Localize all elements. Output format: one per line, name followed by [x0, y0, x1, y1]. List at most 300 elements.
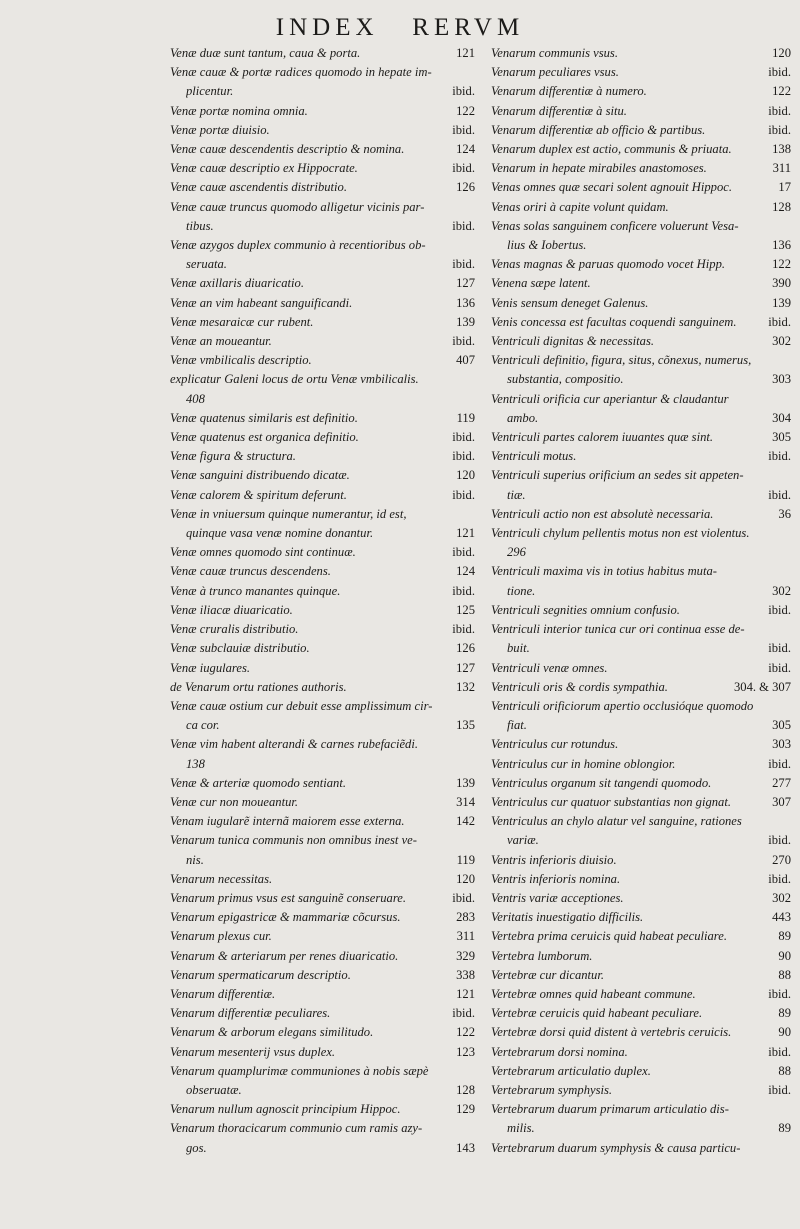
index-entry-page: ibid. — [768, 65, 791, 80]
index-entry — [170, 159, 475, 178]
index-entry-text: Ventriculi chylum pellentis motus non est violentus. — [491, 526, 750, 541]
index-entry — [170, 505, 475, 524]
index-entry — [170, 620, 475, 639]
index-entry — [170, 601, 475, 620]
index-entry-text: Venæ cauæ truncus quomodo alligetur vicinis par- — [170, 199, 425, 214]
index-entry — [491, 659, 791, 678]
index-entry-page: 136 — [456, 295, 475, 310]
index-entry-page: ibid. — [452, 257, 475, 272]
index-entry-page: ibid. — [768, 871, 791, 886]
index-entry — [491, 44, 791, 63]
index-entry — [170, 793, 475, 812]
index-entry-page: 126 — [456, 641, 475, 656]
index-entry — [170, 889, 475, 908]
index-entry-text: Venarum spermaticarum descriptio. — [170, 967, 351, 982]
index-entry — [170, 697, 475, 716]
index-entry-text: Venarum thoracicarum communio cum ramis azy- — [170, 1121, 423, 1136]
index-entry-page: 304 — [772, 410, 791, 425]
index-entry — [170, 562, 475, 581]
index-entry-page: 302 — [772, 583, 791, 598]
index-entry-page: 303 — [772, 737, 791, 752]
index-entry-page: ibid. — [452, 622, 475, 637]
index-entry-text: Ventriculi orificia cur aperiantur & claudantur — [491, 391, 729, 406]
index-entry — [170, 831, 475, 850]
index-entry-text: Vertebræ ceruicis quid habeant peculiare. — [491, 1006, 703, 1021]
index-entry-text: Ventriculus cur rotundus. — [491, 737, 619, 752]
index-entry-text: Ventriculus cur in homine oblongior. — [491, 756, 676, 771]
index-entry-page: 136 — [772, 238, 791, 253]
index-entry-text: Venas magnas & paruas quomodo vocet Hipp. — [491, 257, 726, 272]
index-entry — [170, 1043, 475, 1062]
index-entry-page: 305 — [772, 718, 791, 733]
index-entry-page: 138 — [772, 142, 791, 157]
index-entry-text: Venarum peculiares vsus. — [491, 65, 619, 80]
index-entry-text: de Venarum ortu rationes authoris. — [170, 679, 347, 694]
index-entry — [491, 447, 791, 466]
index-entry-text: Venarum mesenterij vsus duplex. — [170, 1044, 336, 1059]
index-entry-page: 311 — [456, 929, 475, 944]
index-entry-page: 142 — [456, 814, 475, 829]
index-entry-page: 128 — [772, 199, 791, 214]
index-entry-text: Venæ cauæ ascendentis distributio. — [170, 180, 348, 195]
index-entry — [170, 274, 475, 293]
index-entry-page: ibid. — [768, 122, 791, 137]
index-entry — [491, 678, 791, 697]
index-entry — [170, 1139, 475, 1158]
index-entry — [491, 428, 791, 447]
index-entry-page: 124 — [456, 564, 475, 579]
index-entry-page: 88 — [778, 967, 791, 982]
index-entry — [170, 755, 475, 774]
index-entry — [170, 851, 475, 870]
index-entry-page: ibid. — [768, 1044, 791, 1059]
index-entry-text: Venæ iliacæ diuaricatio. — [170, 602, 293, 617]
index-entry-text: nis. — [186, 852, 204, 867]
index-entry-text: Vertebræ cur dicantur. — [491, 967, 604, 982]
index-entry-text: Venarum tunica communis non omnibus inest ve- — [170, 833, 417, 848]
index-entry — [170, 524, 475, 543]
index-entry — [170, 236, 475, 255]
index-entry-text: Vertebræ dorsi quid distent à vertebris ceruicis. — [491, 1025, 732, 1040]
index-entry-text: Vertebræ omnes quid habeant commune. — [491, 986, 696, 1001]
index-entry-text: Venæ cauæ & portæ radices quomodo in hepate im- — [170, 65, 432, 80]
index-entry-page: ibid. — [452, 487, 475, 502]
index-entry-text: Ventris inferioris nomina. — [491, 871, 621, 886]
index-entry-page: 329 — [456, 948, 475, 963]
index-entry — [170, 1023, 475, 1042]
index-entry-text: Venæ figura & structura. — [170, 449, 296, 464]
index-entry-text: lius & Iobertus. — [507, 238, 587, 253]
index-entry — [491, 831, 791, 850]
index-entry-text: Venarum quamplurimæ communiones à nobis sæpè — [170, 1063, 429, 1078]
index-entry — [491, 851, 791, 870]
index-entry-text: Venarum & arteriarum per renes diuaricatio. — [170, 948, 399, 963]
index-entry-text: Venæ omnes quomodo sint continuæ. — [170, 545, 356, 560]
index-entry-text: Venarum in hepate mirabiles anastomoses. — [491, 161, 707, 176]
index-entry-page: ibid. — [768, 986, 791, 1001]
index-entry — [491, 409, 791, 428]
index-entry-page: ibid. — [452, 218, 475, 233]
index-entry — [170, 102, 475, 121]
index-entry — [491, 927, 791, 946]
index-entry-text: Venæ cauæ truncus descendens. — [170, 564, 331, 579]
index-entry-text: Ventriculi maxima vis in totius habitus muta- — [491, 564, 717, 579]
index-entry-page: 120 — [456, 468, 475, 483]
index-entry — [170, 1100, 475, 1119]
index-entry — [491, 294, 791, 313]
index-entry-page: ibid. — [452, 334, 475, 349]
index-entry-page: 390 — [772, 276, 791, 291]
index-entry-page: 89 — [778, 1121, 791, 1136]
index-entry-text: Venarum nullum agnoscit principium Hippoc. — [170, 1102, 401, 1117]
page-header — [0, 14, 800, 44]
index-entry-text: Venarum duplex est actio, communis & priuata. — [491, 142, 732, 157]
index-entry — [491, 370, 791, 389]
index-entry — [170, 121, 475, 140]
index-entry-text: Vertebrarum duarum symphysis & causa particu- — [491, 1140, 741, 1155]
index-entry-text: Venarum & arborum elegans similitudo. — [170, 1025, 374, 1040]
index-entry-text: Ventriculus organum sit tangendi quomodo. — [491, 775, 712, 790]
index-entry — [170, 390, 475, 409]
index-entry — [491, 1004, 791, 1023]
index-entry — [491, 390, 791, 409]
index-entry-text: Venæ & arteriæ quomodo sentiant. — [170, 775, 346, 790]
index-entry-text: Venæ cur non moueantur. — [170, 794, 299, 809]
index-entry-page: 122 — [456, 103, 475, 118]
index-entry-text: Venarum epigastricæ & mammariæ cõcursus. — [170, 910, 401, 925]
index-entry-text: Ventriculi orificiorum apertio occlusióque quomodo — [491, 698, 754, 713]
index-entry — [170, 735, 475, 754]
index-entry-page: 129 — [456, 1102, 475, 1117]
index-entry-text: Veritatis inuestigatio difficilis. — [491, 910, 644, 925]
index-entry-page: ibid. — [452, 1006, 475, 1021]
index-entry-page: 283 — [456, 910, 475, 925]
index-entry — [170, 927, 475, 946]
index-entry — [491, 1100, 791, 1119]
index-entry — [491, 1043, 791, 1062]
index-entry-text: Venarum differentiæ à numero. — [491, 84, 647, 99]
index-entry — [170, 332, 475, 351]
index-entry-text: Venarum differentiæ à situ. — [491, 103, 627, 118]
index-entry-page: 338 — [456, 967, 475, 982]
index-entry-page: 302 — [772, 890, 791, 905]
index-entry — [170, 44, 475, 63]
index-entry — [170, 140, 475, 159]
index-entry-text: Ventriculi dignitas & necessitas. — [491, 334, 655, 349]
index-entry — [170, 1004, 475, 1023]
index-entry-text: milis. — [507, 1121, 535, 1136]
index-entry-text: variæ. — [507, 833, 539, 848]
index-entry-text: Ventriculi segnities omnium confusio. — [491, 602, 680, 617]
index-entry-page: 126 — [456, 180, 475, 195]
index-entry — [491, 1023, 791, 1042]
index-entry — [491, 505, 791, 524]
index-entry-text: Vertebrarum dorsi nomina. — [491, 1044, 628, 1059]
index-entry — [170, 870, 475, 889]
index-entry-text: Venarum primus vsus est sanguinẽ conseruare. — [170, 890, 406, 905]
index-entry-text: Vertebrarum duarum primarum articulatio dis- — [491, 1102, 729, 1117]
index-entry-page: 270 — [772, 852, 791, 867]
index-entry-page: 127 — [456, 276, 475, 291]
index-entry-text: Vertebra prima ceruicis quid habeat peculiare. — [491, 929, 727, 944]
index-entry-page: 121 — [456, 986, 475, 1001]
index-entry-text: tione. — [507, 583, 536, 598]
index-entry-page: 121 — [456, 46, 475, 60]
index-entry-text: Venarum necessitas. — [170, 871, 273, 886]
index-entry — [491, 870, 791, 889]
index-entry-page: ibid. — [452, 449, 475, 464]
index-entry-text: Venæ an vim habeant sanguificandi. — [170, 295, 353, 310]
index-entry-page: 135 — [456, 718, 475, 733]
index-entry-text: Ventriculi superius orificium an sedes sit appeten- — [491, 468, 744, 483]
index-entry-page: 139 — [456, 314, 475, 329]
index-entry-page: 121 — [456, 526, 475, 541]
index-entry — [170, 985, 475, 1004]
index-entry-page: 124 — [456, 142, 475, 157]
index-entry — [170, 428, 475, 447]
index-entry-text: Ventriculi motus. — [491, 449, 577, 464]
index-entry — [491, 140, 791, 159]
index-entry — [491, 889, 791, 908]
index-entry-text: Venæ cruralis distributio. — [170, 622, 299, 637]
index-entry-page: 277 — [772, 775, 791, 790]
index-entry-page: 307 — [772, 794, 791, 809]
index-entry-text: Ventris variæ acceptiones. — [491, 890, 624, 905]
index-entry — [491, 217, 791, 236]
index-entry-page: ibid. — [768, 756, 791, 771]
index-entry — [491, 524, 791, 543]
index-entry-page: ibid. — [452, 161, 475, 176]
index-entry — [491, 716, 791, 735]
index-entry-text: Venarum plexus cur. — [170, 929, 272, 944]
index-entry — [170, 582, 475, 601]
index-entry-text: Ventriculus an chylo alatur vel sanguine, rationes — [491, 814, 742, 829]
index-entry-text: Ventris inferioris diuisio. — [491, 852, 617, 867]
index-entry — [170, 63, 475, 82]
index-entry-text: Venæ sanguini distribuendo dicatæ. — [170, 468, 350, 483]
index-entry-page: ibid. — [768, 314, 791, 329]
index-entry — [491, 601, 791, 620]
index-entry-text: Ventriculi partes calorem iuuantes quæ sint. — [491, 430, 714, 445]
index-entry — [491, 908, 791, 927]
index-entry-text: Venæ vim habent alterandi & carnes rubefaciẽdi. — [170, 737, 418, 752]
index-entry-text: substantia, compositio. — [507, 372, 624, 387]
index-entry-text: Venena sæpe latent. — [491, 276, 591, 291]
index-entry — [170, 947, 475, 966]
index-entry-text: Venæ portæ nomina omnia. — [170, 103, 308, 118]
index-entry — [491, 486, 791, 505]
index-entry — [491, 121, 791, 140]
index-entry-text: 296 — [507, 545, 526, 560]
index-entry-text: Ventriculi oris & cordis sympathia. — [491, 679, 668, 694]
index-entry-page: ibid. — [452, 583, 475, 598]
index-entry — [170, 447, 475, 466]
index-entry-page: 302 — [772, 334, 791, 349]
index-entry-text: gos. — [186, 1140, 207, 1155]
index-entry — [491, 236, 791, 255]
index-entry-text: Vertebrarum symphysis. — [491, 1082, 613, 1097]
index-entry-text: Vertebra lumborum. — [491, 948, 593, 963]
index-entry-page: 305 — [772, 430, 791, 445]
index-entry-text: Ventriculi venæ omnes. — [491, 660, 608, 675]
index-entry-text: Venarum differentiæ. — [170, 986, 276, 1001]
index-entry-page: ibid. — [452, 890, 475, 905]
index-entry — [491, 466, 791, 485]
index-entry-page: 123 — [456, 1044, 475, 1059]
index-entry — [170, 198, 475, 217]
index-entry-page: 120 — [456, 871, 475, 886]
index-entry-page: 89 — [778, 929, 791, 944]
index-entry — [491, 178, 791, 197]
index-entry — [170, 178, 475, 197]
index-entry-text: Ventriculi definitio, figura, situs, cõnexus, numerus, — [491, 353, 752, 368]
index-entry-page: ibid. — [768, 641, 791, 656]
index-entry-text: Venarum differentiæ ab officio & partibus. — [491, 122, 706, 137]
index-entry — [170, 678, 475, 697]
index-entry-page: ibid. — [768, 1082, 791, 1097]
index-entry-text: Venas solas sanguinem conficere voluerunt Vesa- — [491, 218, 739, 233]
index-entry-page: 132 — [456, 679, 475, 694]
index-entry — [491, 735, 791, 754]
index-entry — [491, 198, 791, 217]
index-entry-text: explicatur Galeni locus de ortu Venæ vmbilicalis. — [170, 372, 419, 387]
index-entry — [491, 313, 791, 332]
index-entry-page: 128 — [456, 1082, 475, 1097]
index-entry-text: Venis sensum deneget Galenus. — [491, 295, 649, 310]
index-entry-text: Venæ vmbilicalis descriptio. — [170, 353, 312, 368]
index-entry-page: 303 — [772, 372, 791, 387]
index-entry-page: 127 — [456, 660, 475, 675]
index-entry-page: 443 — [772, 910, 791, 925]
index-entry — [170, 466, 475, 485]
index-entry-page: ibid. — [768, 833, 791, 848]
index-entry-text: Venæ axillaris diuaricatio. — [170, 276, 304, 291]
index-entry — [491, 639, 791, 658]
index-entry-text: buit. — [507, 641, 530, 656]
index-entry-page: ibid. — [768, 103, 791, 118]
index-entry-text: tibus. — [186, 218, 214, 233]
index-entry-text: Venæ an moueantur. — [170, 334, 272, 349]
index-entry-page: 139 — [772, 295, 791, 310]
index-entry-page: 90 — [778, 948, 791, 963]
index-entry-text: Venæ in vniuersum quinque numerantur, id est, — [170, 506, 407, 521]
index-entry-page: 120 — [772, 46, 791, 60]
index-entry-text: quinque vasa venæ nomine donantur. — [186, 526, 374, 541]
index-entry-text: Venæ quatenus est organica definitio. — [170, 430, 359, 445]
index-entry-page: ibid. — [452, 84, 475, 99]
index-entry-text: Venæ calorem & spiritum deferunt. — [170, 487, 347, 502]
index-entry — [491, 332, 791, 351]
index-entry-text: Venas omnes quæ secari solent agnouit Hippoc. — [491, 180, 733, 195]
index-entry-page: 122 — [772, 257, 791, 272]
index-entry-page: ibid. — [452, 430, 475, 445]
right-index-column — [491, 44, 791, 1158]
index-entry-page: 119 — [456, 410, 475, 425]
index-entry-text: tiæ. — [507, 487, 526, 502]
index-entry — [170, 774, 475, 793]
index-entry — [170, 966, 475, 985]
index-entry — [491, 620, 791, 639]
index-entry-text: Venæ iugulares. — [170, 660, 250, 675]
index-entry-page: 90 — [778, 1025, 791, 1040]
index-entry — [491, 351, 791, 370]
index-entry-page: 36 — [778, 506, 791, 521]
index-entry — [170, 659, 475, 678]
index-entry — [170, 82, 475, 101]
index-entry-text: obseruatæ. — [186, 1082, 242, 1097]
index-entry-text: Venæ duæ sunt tantum, caua & porta. — [170, 46, 361, 60]
index-entry-text: Ventriculus cur quatuor substantias non gignat. — [491, 794, 731, 809]
index-entry — [491, 1062, 791, 1081]
index-entry — [170, 370, 475, 389]
index-entry — [170, 1119, 475, 1138]
index-entry-page: 122 — [772, 84, 791, 99]
index-entry — [170, 1062, 475, 1081]
index-entry-page: ibid. — [768, 487, 791, 502]
index-entry-page: 314 — [456, 794, 475, 809]
index-entry-text: Venæ quatenus similaris est definitio. — [170, 410, 358, 425]
index-entry-page: ibid. — [768, 660, 791, 675]
header-title-right: RERVM — [412, 14, 525, 41]
index-entry-text: Venæ subclauiæ distributio. — [170, 641, 310, 656]
index-entry — [491, 697, 791, 716]
index-entry — [491, 1139, 791, 1158]
index-entry — [491, 63, 791, 82]
index-entry-page: 119 — [456, 852, 475, 867]
index-entry-page: 143 — [456, 1140, 475, 1155]
index-entry — [491, 1081, 791, 1100]
index-entry-page: 88 — [778, 1063, 791, 1078]
index-entry-text: Venæ cauæ descendentis descriptio & nomina. — [170, 142, 405, 157]
index-entry-text: Venæ portæ diuisio. — [170, 122, 270, 137]
index-entry — [491, 793, 791, 812]
index-entry — [491, 985, 791, 1004]
index-entry-text: Venæ cauæ ostium cur debuit esse amplissimum cir- — [170, 698, 433, 713]
index-entry-page: 89 — [778, 1006, 791, 1021]
index-entry — [170, 409, 475, 428]
index-entry-text: seruata. — [186, 257, 227, 272]
left-index-column — [170, 44, 475, 1158]
index-entry — [491, 102, 791, 121]
index-entry — [491, 582, 791, 601]
index-entry — [170, 294, 475, 313]
index-entry — [170, 217, 475, 236]
index-entry — [491, 159, 791, 178]
index-entry — [491, 966, 791, 985]
index-entry — [491, 755, 791, 774]
index-entry — [170, 351, 475, 370]
index-entry-text: Venarum communis vsus. — [491, 46, 618, 60]
index-entry-text: plicentur. — [186, 84, 234, 99]
index-entry — [491, 812, 791, 831]
index-entry-text: Venas oriri à capite volunt quidam. — [491, 199, 669, 214]
index-entry-text: Ventriculi interior tunica cur ori continua esse de- — [491, 622, 745, 637]
index-entry — [491, 274, 791, 293]
index-entry-page: ibid. — [768, 602, 791, 617]
index-entry-text: Venæ azygos duplex communio à recentioribus ob- — [170, 238, 426, 253]
index-entry-text: ambo. — [507, 410, 539, 425]
index-entry-page: ibid. — [452, 122, 475, 137]
index-entry-text: 138 — [186, 756, 205, 771]
index-entry-text: fiat. — [507, 718, 527, 733]
index-entry-text: Venam iugularẽ internã maiorem esse externa. — [170, 814, 405, 829]
index-entry-page: 139 — [456, 775, 475, 790]
index-entry-text: Venæ mesaraicæ cur rubent. — [170, 314, 314, 329]
index-entry — [170, 908, 475, 927]
index-entry-page: 125 — [456, 602, 475, 617]
index-entry-page: ibid. — [768, 449, 791, 464]
index-entry — [491, 543, 791, 562]
